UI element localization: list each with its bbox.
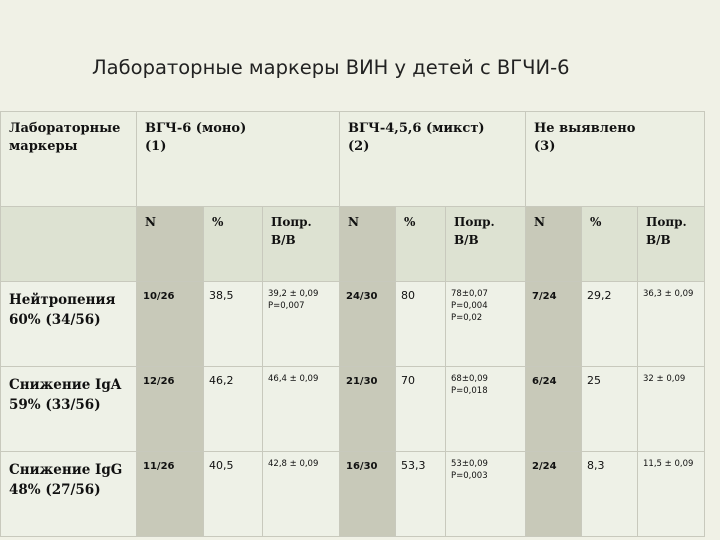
subheader-p-1-line1: Попр.: [271, 215, 312, 229]
cell-n: 16/30: [340, 452, 396, 537]
cell-stat-line1: 11,5 ± 0,09: [643, 459, 694, 469]
cell-pct: 25: [582, 367, 638, 452]
header-group-3-line2: (3): [534, 139, 556, 154]
header-group-2: [340, 112, 526, 207]
cell-n: 10/26: [137, 282, 204, 367]
subheader-row: [1, 207, 705, 282]
header-markers-line1: Лабораторные: [9, 121, 121, 136]
subheader-pct-1: %: [204, 207, 263, 282]
cell-stat: [446, 452, 526, 537]
subheader-n-2: N: [340, 207, 396, 282]
cell-n: 2/24: [526, 452, 582, 537]
subheader-empty-cell: [1, 207, 137, 282]
table-row: [1, 282, 705, 367]
cell-pct: 80: [396, 282, 446, 367]
row-label-line1: Нейтропения: [9, 292, 116, 308]
header-group-1: [137, 112, 340, 207]
cell-stat: [446, 282, 526, 367]
cell-n: 12/26: [137, 367, 204, 452]
row-label-line2: 59% (33/56): [9, 397, 101, 413]
subheader-p-2-line2: В/В: [454, 233, 479, 247]
cell-n: 6/24: [526, 367, 582, 452]
cell-stat-line2: P=0,004: [451, 301, 488, 311]
subheader-p-2: [446, 207, 526, 282]
row-label-neutropenia: [1, 282, 137, 367]
header-row: [1, 112, 705, 207]
header-group-1-line1: ВГЧ-6 (моно): [145, 121, 247, 136]
cell-pct: 70: [396, 367, 446, 452]
cell-stat-line2: P=0,003: [451, 471, 488, 481]
cell-stat-line1: 46,4 ± 0,09: [268, 374, 319, 384]
cell-stat: [638, 282, 705, 367]
subheader-p-1-line2: В/В: [271, 233, 296, 247]
cell-pct: 46,2: [204, 367, 263, 452]
cell-stat: [446, 367, 526, 452]
cell-stat-line1: 39,2 ± 0,09: [268, 289, 319, 299]
table-row: [1, 452, 705, 537]
subheader-p-3: [638, 207, 705, 282]
subheader-p-2-line1: Попр.: [454, 215, 495, 229]
row-label-line1: Снижение IgG: [9, 462, 123, 478]
header-group-2-line2: (2): [348, 139, 370, 154]
cell-n: 11/26: [137, 452, 204, 537]
subheader-pct-3: %: [582, 207, 638, 282]
cell-stat-line1: 53±0,09: [451, 459, 488, 469]
cell-stat: [638, 367, 705, 452]
cell-stat-line2: P=0,007: [268, 301, 305, 311]
header-markers-cell: [1, 112, 137, 207]
subheader-p-3-line2: В/В: [646, 233, 671, 247]
table-row: [1, 367, 705, 452]
slide-title: Лабораторные маркеры ВИН у детей с ВГЧИ-6: [92, 56, 570, 79]
subheader-p-3-line1: Попр.: [646, 215, 687, 229]
cell-pct: 38,5: [204, 282, 263, 367]
cell-stat: [263, 452, 340, 537]
cell-stat-line1: 42,8 ± 0,09: [268, 459, 319, 469]
subheader-p-1: [263, 207, 340, 282]
subheader-n-1: N: [137, 207, 204, 282]
cell-stat: [263, 367, 340, 452]
row-label-igg: [1, 452, 137, 537]
cell-stat-line1: 68±0,09: [451, 374, 488, 384]
cell-n: 24/30: [340, 282, 396, 367]
subheader-pct-2: %: [396, 207, 446, 282]
cell-stat-line2: P=0,018: [451, 386, 488, 396]
header-markers-line2: маркеры: [9, 139, 78, 154]
header-group-3-line1: Не выявлено: [534, 121, 636, 136]
cell-n: 7/24: [526, 282, 582, 367]
row-label-line2: 60% (34/56): [9, 312, 101, 328]
header-group-1-line2: (1): [145, 139, 167, 154]
row-label-iga: [1, 367, 137, 452]
header-group-2-line1: ВГЧ-4,5,6 (микст): [348, 121, 485, 136]
cell-pct: 40,5: [204, 452, 263, 537]
cell-pct: 29,2: [582, 282, 638, 367]
cell-n: 21/30: [340, 367, 396, 452]
cell-stat-line1: 32 ± 0,09: [643, 374, 686, 384]
cell-stat: [638, 452, 705, 537]
subheader-n-3: N: [526, 207, 582, 282]
header-group-3: [526, 112, 705, 207]
cell-stat-line1: 36,3 ± 0,09: [643, 289, 694, 299]
row-label-line2: 48% (27/56): [9, 482, 101, 498]
cell-pct: 8,3: [582, 452, 638, 537]
cell-stat: [263, 282, 340, 367]
markers-table: [0, 111, 705, 537]
cell-stat-line3: P=0,02: [451, 313, 483, 323]
cell-pct: 53,3: [396, 452, 446, 537]
cell-stat-line1: 78±0,07: [451, 289, 488, 299]
row-label-line1: Снижение IgA: [9, 377, 122, 393]
